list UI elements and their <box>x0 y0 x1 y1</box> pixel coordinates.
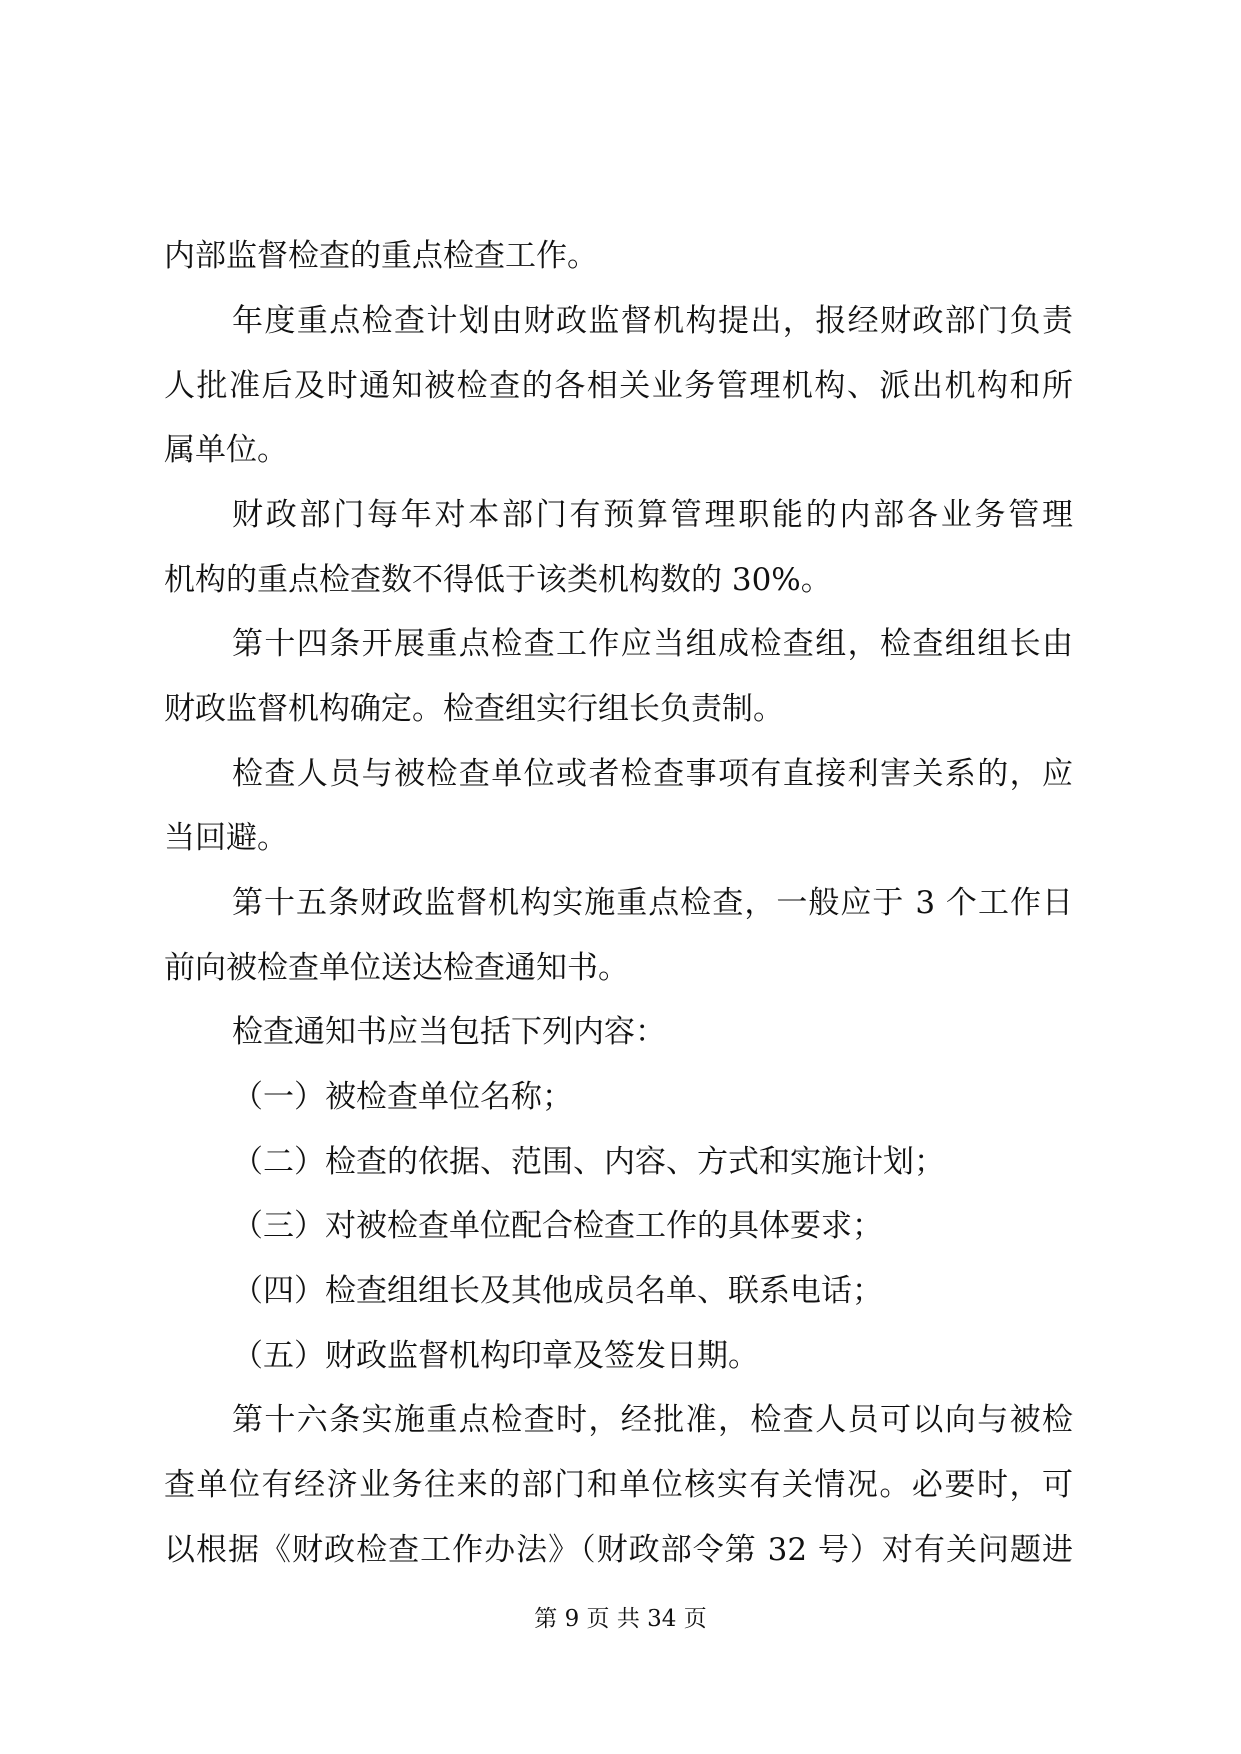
text-line: 机构的重点检查数不得低于该类机构数的 30%。 <box>164 562 832 598</box>
text-line: 人批准后及时通知被检查的各相关业务管理机构、派出机构和所 <box>164 368 1073 404</box>
text-line: 当回避。 <box>164 820 288 856</box>
list-item: （四）检查组组长及其他成员名单、联系电话； <box>232 1273 883 1309</box>
text-line: 检查通知书应当包括下列内容： <box>232 1014 666 1050</box>
list-item: （三）对被检查单位配合检查工作的具体要求； <box>232 1208 883 1244</box>
text-line: 检查人员与被检查单位或者检查事项有直接利害关系的，应 <box>232 756 1073 792</box>
list-item: （一）被检查单位名称； <box>232 1079 573 1115</box>
page-number-footer: 第 9 页 共 34 页 <box>534 1606 707 1632</box>
text-line: 财政监督机构确定。检查组实行组长负责制。 <box>164 691 784 727</box>
text-line: 财政部门每年对本部门有预算管理职能的内部各业务管理 <box>232 497 1073 533</box>
text-line: 内部监督检查的重点检查工作。 <box>164 238 598 274</box>
text-line: 以根据《财政检查工作办法》（财政部令第 32 号）对有关问题进 <box>164 1532 1073 1568</box>
text-line: 年度重点检查计划由财政监督机构提出，报经财政部门负责 <box>232 303 1073 339</box>
text-line: 前向被检查单位送达检查通知书。 <box>164 950 629 986</box>
text-line: 第十四条开展重点检查工作应当组成检查组，检查组组长由 <box>232 626 1073 662</box>
text-line: 第十六条实施重点检查时，经批准，检查人员可以向与被检 <box>232 1402 1073 1438</box>
list-item: （五）财政监督机构印章及签发日期。 <box>232 1338 759 1374</box>
list-item: （二）检查的依据、范围、内容、方式和实施计划； <box>232 1144 945 1180</box>
text-line: 属单位。 <box>164 432 288 468</box>
text-line: 第十五条财政监督机构实施重点检查，一般应于 3 个工作日 <box>232 885 1073 921</box>
text-line: 查单位有经济业务往来的部门和单位核实有关情况。必要时，可 <box>164 1467 1073 1503</box>
